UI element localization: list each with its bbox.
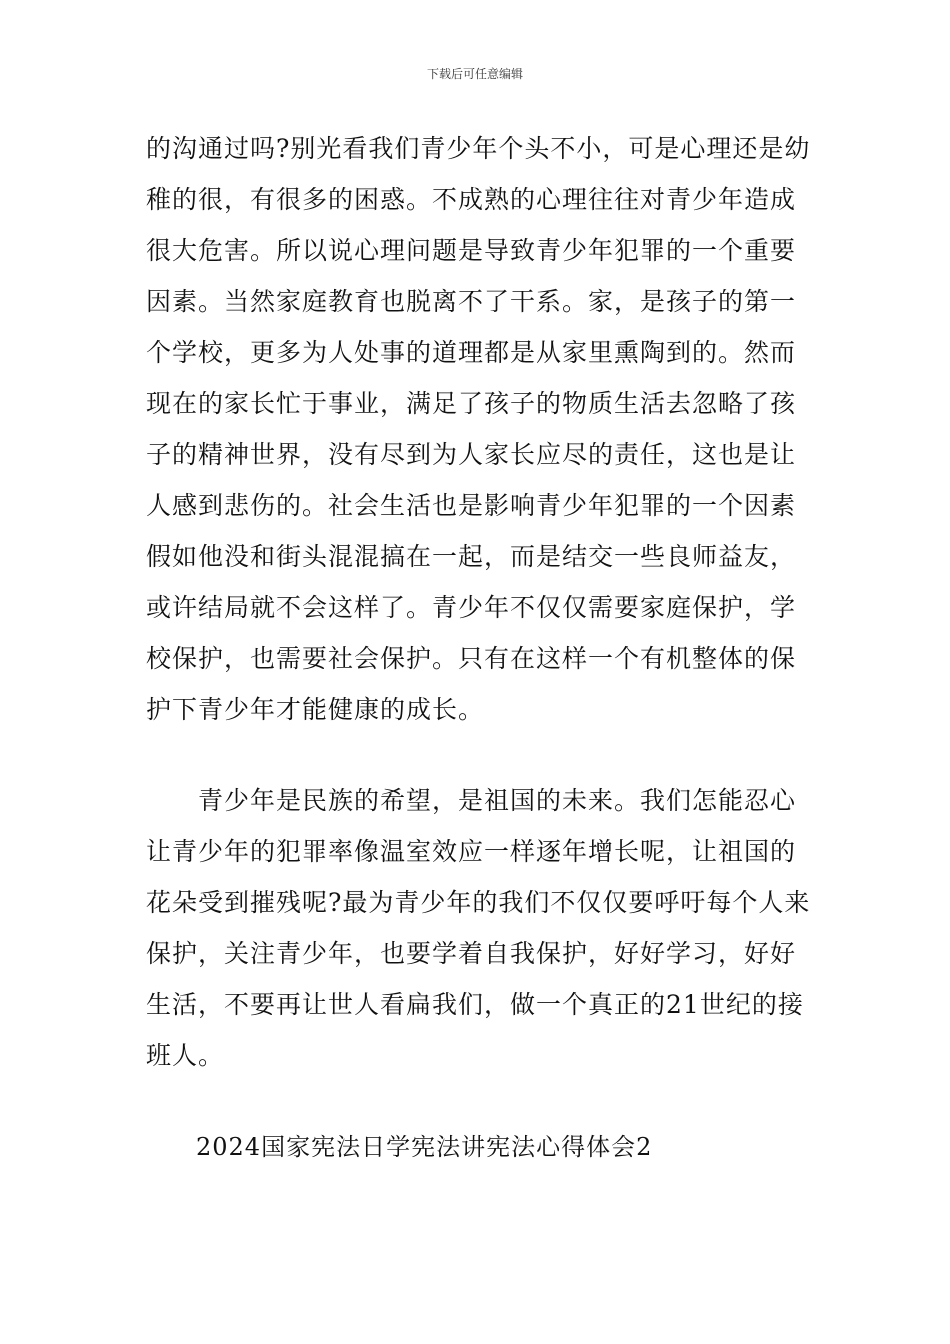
section-heading: 2024国家宪法日学宪法讲宪法心得体会2 bbox=[196, 1133, 653, 1161]
text-line: 护下青少年才能健康的成长。 bbox=[146, 695, 485, 724]
text-line: 因素。当然家庭教育也脱离不了干系。家，是孩子的第一 bbox=[146, 287, 797, 316]
text-line: 生活，不要再让世人看扁我们，做一个真正的21世纪的接 bbox=[146, 990, 804, 1019]
text-line: 稚的很，有很多的困惑。不成熟的心理往往对青少年造成 bbox=[146, 185, 797, 214]
text-line: 人感到悲伤的。社会生活也是影响青少年犯罪的一个因素 bbox=[146, 491, 797, 520]
text-line: 花朵受到摧残呢?最为青少年的我们不仅仅要呼吁每个人来 bbox=[146, 888, 811, 917]
page-header-note: 下载后可任意编辑 bbox=[426, 67, 523, 81]
text-line: 现在的家长忙于事业，满足了孩子的物质生活去忽略了孩 bbox=[146, 389, 797, 418]
text-line: 保护，关注青少年，也要学着自我保护，好好学习，好好 bbox=[146, 939, 797, 968]
text-line: 个学校，更多为人处事的道理都是从家里熏陶到的。然而 bbox=[146, 338, 797, 367]
text-line: 假如他没和街头混混搞在一起，而是结交一些良师益友， bbox=[146, 542, 797, 571]
text-line: 校保护，也需要社会保护。只有在这样一个有机整体的保 bbox=[146, 644, 797, 673]
text-line: 让青少年的犯罪率像温室效应一样逐年增长呢，让祖国的 bbox=[146, 837, 797, 866]
text-line: 班人。 bbox=[146, 1041, 225, 1070]
text-line: 或许结局就不会这样了。青少年不仅仅需要家庭保护，学 bbox=[146, 593, 797, 622]
text-line: 子的精神世界，没有尽到为人家长应尽的责任，这也是让 bbox=[146, 440, 797, 469]
text-line: 很大危害。所以说心理问题是导致青少年犯罪的一个重要 bbox=[146, 236, 797, 265]
paragraph-1 bbox=[146, 123, 811, 735]
paragraph-2 bbox=[146, 775, 811, 1081]
text-line: 青少年是民族的希望，是祖国的未来。我们怎能忍心 bbox=[198, 786, 797, 815]
text-line: 的沟通过吗?别光看我们青少年个头不小，可是心理还是幼 bbox=[146, 134, 811, 163]
